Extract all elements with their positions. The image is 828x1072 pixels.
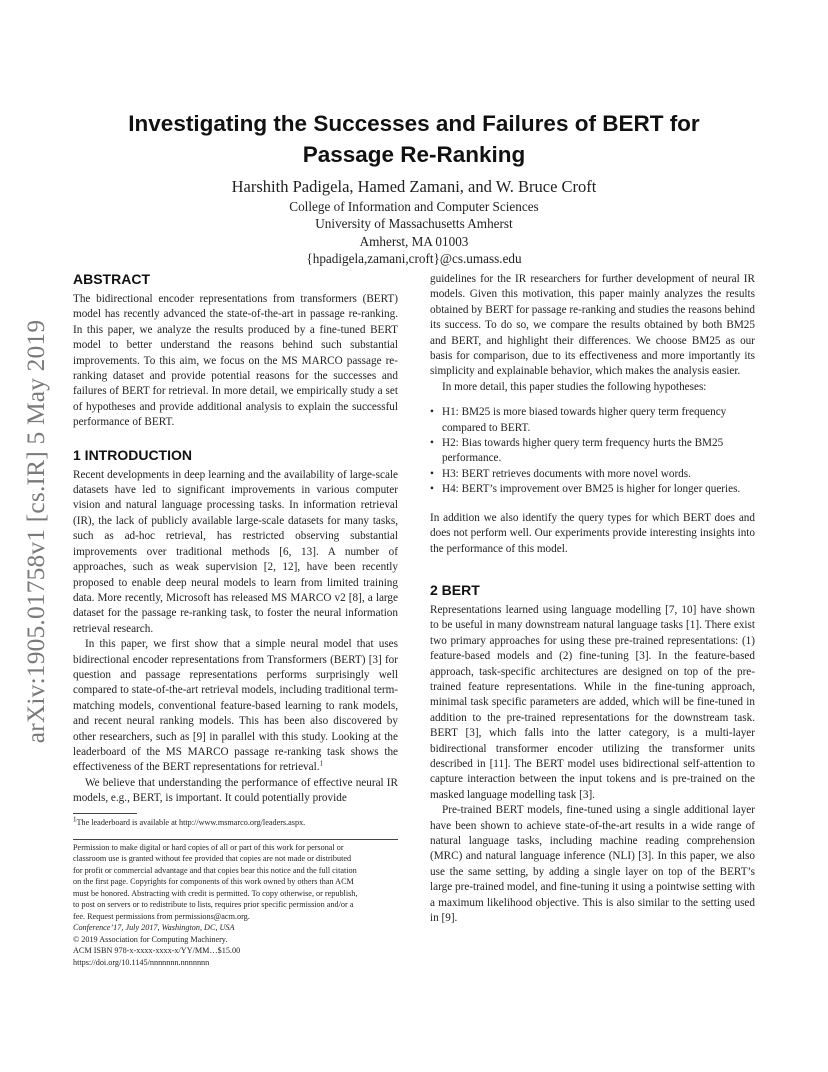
intro-paragraph-2-text: In this paper, we first show that a simple neural model that uses bidirectional encoder representations from Transformers (BERT) [3] for question and passage representations performs surprisingly well compared to state-of-the-art retrieval models, including traditional term-matching models, conventional feature-based learning to rank models, and recent neural ranking models. This has been also discovered by other researchers, such as [9] in parallel with this study. Looking at the leaderboard of the MS MARCO passage re-ranking task shows the effectiveness of the BERT representations for retrieval. bbox=[73, 638, 398, 774]
permission-line: for profit or commercial advantage and that copies bear this notice and the full citation bbox=[73, 865, 357, 875]
hypothesis-text: H3: BERT retrieves documents with more novel words. bbox=[442, 467, 691, 480]
affiliation-block bbox=[80, 198, 748, 268]
bert-paragraph-2: Pre-trained BERT models, fine-tuned using a single additional layer have been shown to achieve state-of-the-art results in a wide range of natural language tasks, including machine reading comprehension (MRC) and natural language inference (NLI) [3]. In this paper, we also use the same setting, by adding a single layer on top of the BERT’s large pre-trained model, and fine-tuning it using a pointwise setting with a maximum likelihood objective. This is also similar to the setting used in [9]. bbox=[430, 804, 755, 925]
list-item: • H4: BERT’s improvement over BM25 is higher for longer queries. bbox=[430, 483, 741, 496]
hypothesis-text: H2: Bias towards higher query term frequency hurts the BM25 performance. bbox=[442, 437, 724, 465]
paper-title: Investigating the Successes and Failures of BERT for Passage Re-Ranking bbox=[128, 111, 700, 167]
arxiv-side-identifier bbox=[20, 296, 54, 766]
abstract-text: The bidirectional encoder representations from transformers (BERT) model has recently advanced the state-of-the-art in passage re-ranking. In this paper, we analyze the results produced by a fine-tuned BERT model to better understand the reasons behind such substantial improvements. To this aim, we focus on the MS MARCO passage re-ranking dataset and provide potential reasons for the successes and failures of BERT for retrieval. In more detail, we empirically study a set of hypotheses and provide additional analysis to explain the successful performance of BERT. bbox=[73, 293, 398, 429]
intro-heading: 1 INTRODUCTION bbox=[73, 446, 192, 463]
copyright-line: © 2019 Association for Computing Machinery. bbox=[73, 934, 228, 944]
permission-block bbox=[73, 842, 398, 969]
right-column bbox=[430, 272, 755, 926]
permission-line: fee. Request permissions from permissions@acm.org. bbox=[73, 911, 250, 921]
permission-line: on the first page. Copyrights for components of this work owned by others than ACM bbox=[73, 877, 354, 887]
affiliation-emails: {hpadigela,zamani,croft}@cs.umass.edu bbox=[306, 251, 522, 267]
footnote-rule bbox=[73, 813, 137, 814]
affiliation-dept: College of Information and Computer Sciences bbox=[289, 199, 539, 214]
intro-paragraph-3: We believe that understanding the performance of effective neural IR models, e.g., BERT, is important. It could potentially provide bbox=[73, 776, 398, 805]
affiliation-university: University of Massachusetts Amherst bbox=[315, 216, 513, 232]
isbn-line: ACM ISBN 978-x-xxxx-xxxx-x/YY/MM…$15.00 bbox=[73, 946, 241, 956]
doi-line: https://doi.org/10.1145/nnnnnnn.nnnnnnn bbox=[73, 957, 210, 967]
permission-line: classroom use is granted without fee provided that copies are not made or distributed bbox=[73, 854, 352, 864]
list-item: • H3: BERT retrieves documents with more novel words. bbox=[430, 467, 691, 480]
intro-paragraph-4: In more detail, this paper studies the following hypotheses: bbox=[442, 380, 707, 393]
hypothesis-text: H1: BM25 is more biased towards higher query term frequency compared to BERT. bbox=[442, 406, 727, 434]
footnote-marker: 1 bbox=[73, 814, 77, 823]
permission-line: must be honored. Abstracting with credit is permitted. To copy otherwise, or republish, bbox=[73, 888, 358, 898]
intro-paragraph-3-continued: guidelines for the IR researchers for further development of neural IR models. Given this motivation, this paper mainly analyzes the results obtained by BERT for passage re-ranking and studies the reasons behind its success. To do so, we compare the results obtained by both BM25 and BERT, and highlight their differences. We choose BM25 as our basis for comparison, due to its effectiveness and more importantly its simplicity and explainable behavior, which makes the analysis easier. bbox=[430, 273, 755, 378]
footnote-text: The leaderboard is available at http://www.msmarco.org/leaders.aspx. bbox=[76, 817, 306, 827]
affiliation-location: Amherst, MA 01003 bbox=[359, 233, 469, 249]
intro-paragraph-1: Recent developments in deep learning and the availability of large-scale datasets have led to significant improvements in various computer vision and natural language processing tasks. In information retrieval (IR), the lack of publicly available large-scale datasets for many tasks, such as ad-hoc retrieval, has restricted observing substantial improvements over traditional methods [6, 13]. A number of approaches, such as weak supervision [2, 12], have been recently proposed to enable deep neural models to learn from limited training data. More recently, Microsoft has released MS MARCO v2 [8], a large dataset for the passage re-ranking task, to foster the neural information retrieval research. bbox=[73, 468, 398, 635]
permission-line: Permission to make digital or hard copies of all or part of this work for personal or bbox=[73, 842, 344, 852]
author-list: Harshith Padigela, Hamed Zamani, and W. Bruce Croft bbox=[231, 177, 597, 196]
footnote bbox=[73, 814, 398, 828]
abstract-heading: ABSTRACT bbox=[73, 271, 150, 287]
permission-rule bbox=[73, 839, 398, 840]
intro-paragraph-2 bbox=[73, 637, 398, 776]
bert-paragraph-1: Representations learned using language modelling [7, 10] have shown to be useful in many downstream natural language tasks [1]. There exist two primary approaches for using these pre-trained representations: (1) feature-based models and (2) fine-tuning [3]. In the feature-based approach, task-specific architectures are designed on top of the pre-trained feature representations. While in the fine-tuning approach, minimal task specific parameters are added, which will be fine-tuned in addition to the pre-trained representations for the downstream task. BERT [3], which falls into the latter category, is a multi-layer bidirectional transformer encoder utilizing the transformer units described in [11]. The BERT model uses bidirectional self-attention to capture interaction between the input tokens and is pre-trained on the masked language modelling task [3]. bbox=[430, 603, 755, 801]
intro-paragraph-5: In addition we also identify the query types for which BERT does and does not perform well. Our experiments provide interesting insights into the performance of this model. bbox=[430, 511, 755, 555]
conference-info: Conference’17, July 2017, Washington, DC, USA bbox=[73, 923, 235, 933]
hypothesis-text: H4: BERT’s improvement over BM25 is higher for longer queries. bbox=[442, 483, 741, 496]
permission-line: to post on servers or to redistribute to lists, requires prior specific permission and/or a bbox=[73, 900, 354, 910]
bert-heading: 2 BERT bbox=[430, 581, 480, 598]
left-column bbox=[73, 270, 398, 968]
list-item: • H2: Bias towards higher query term frequency hurts the BM25 performance. bbox=[430, 437, 724, 465]
arxiv-id-text: arXiv:1905.01758v1 [cs.IR] 5 May 2019 bbox=[22, 319, 51, 743]
footnote-ref: 1 bbox=[319, 759, 324, 768]
hypotheses-list bbox=[430, 405, 755, 497]
list-item: • H1: BM25 is more biased towards higher query term frequency compared to BERT. bbox=[430, 406, 727, 434]
